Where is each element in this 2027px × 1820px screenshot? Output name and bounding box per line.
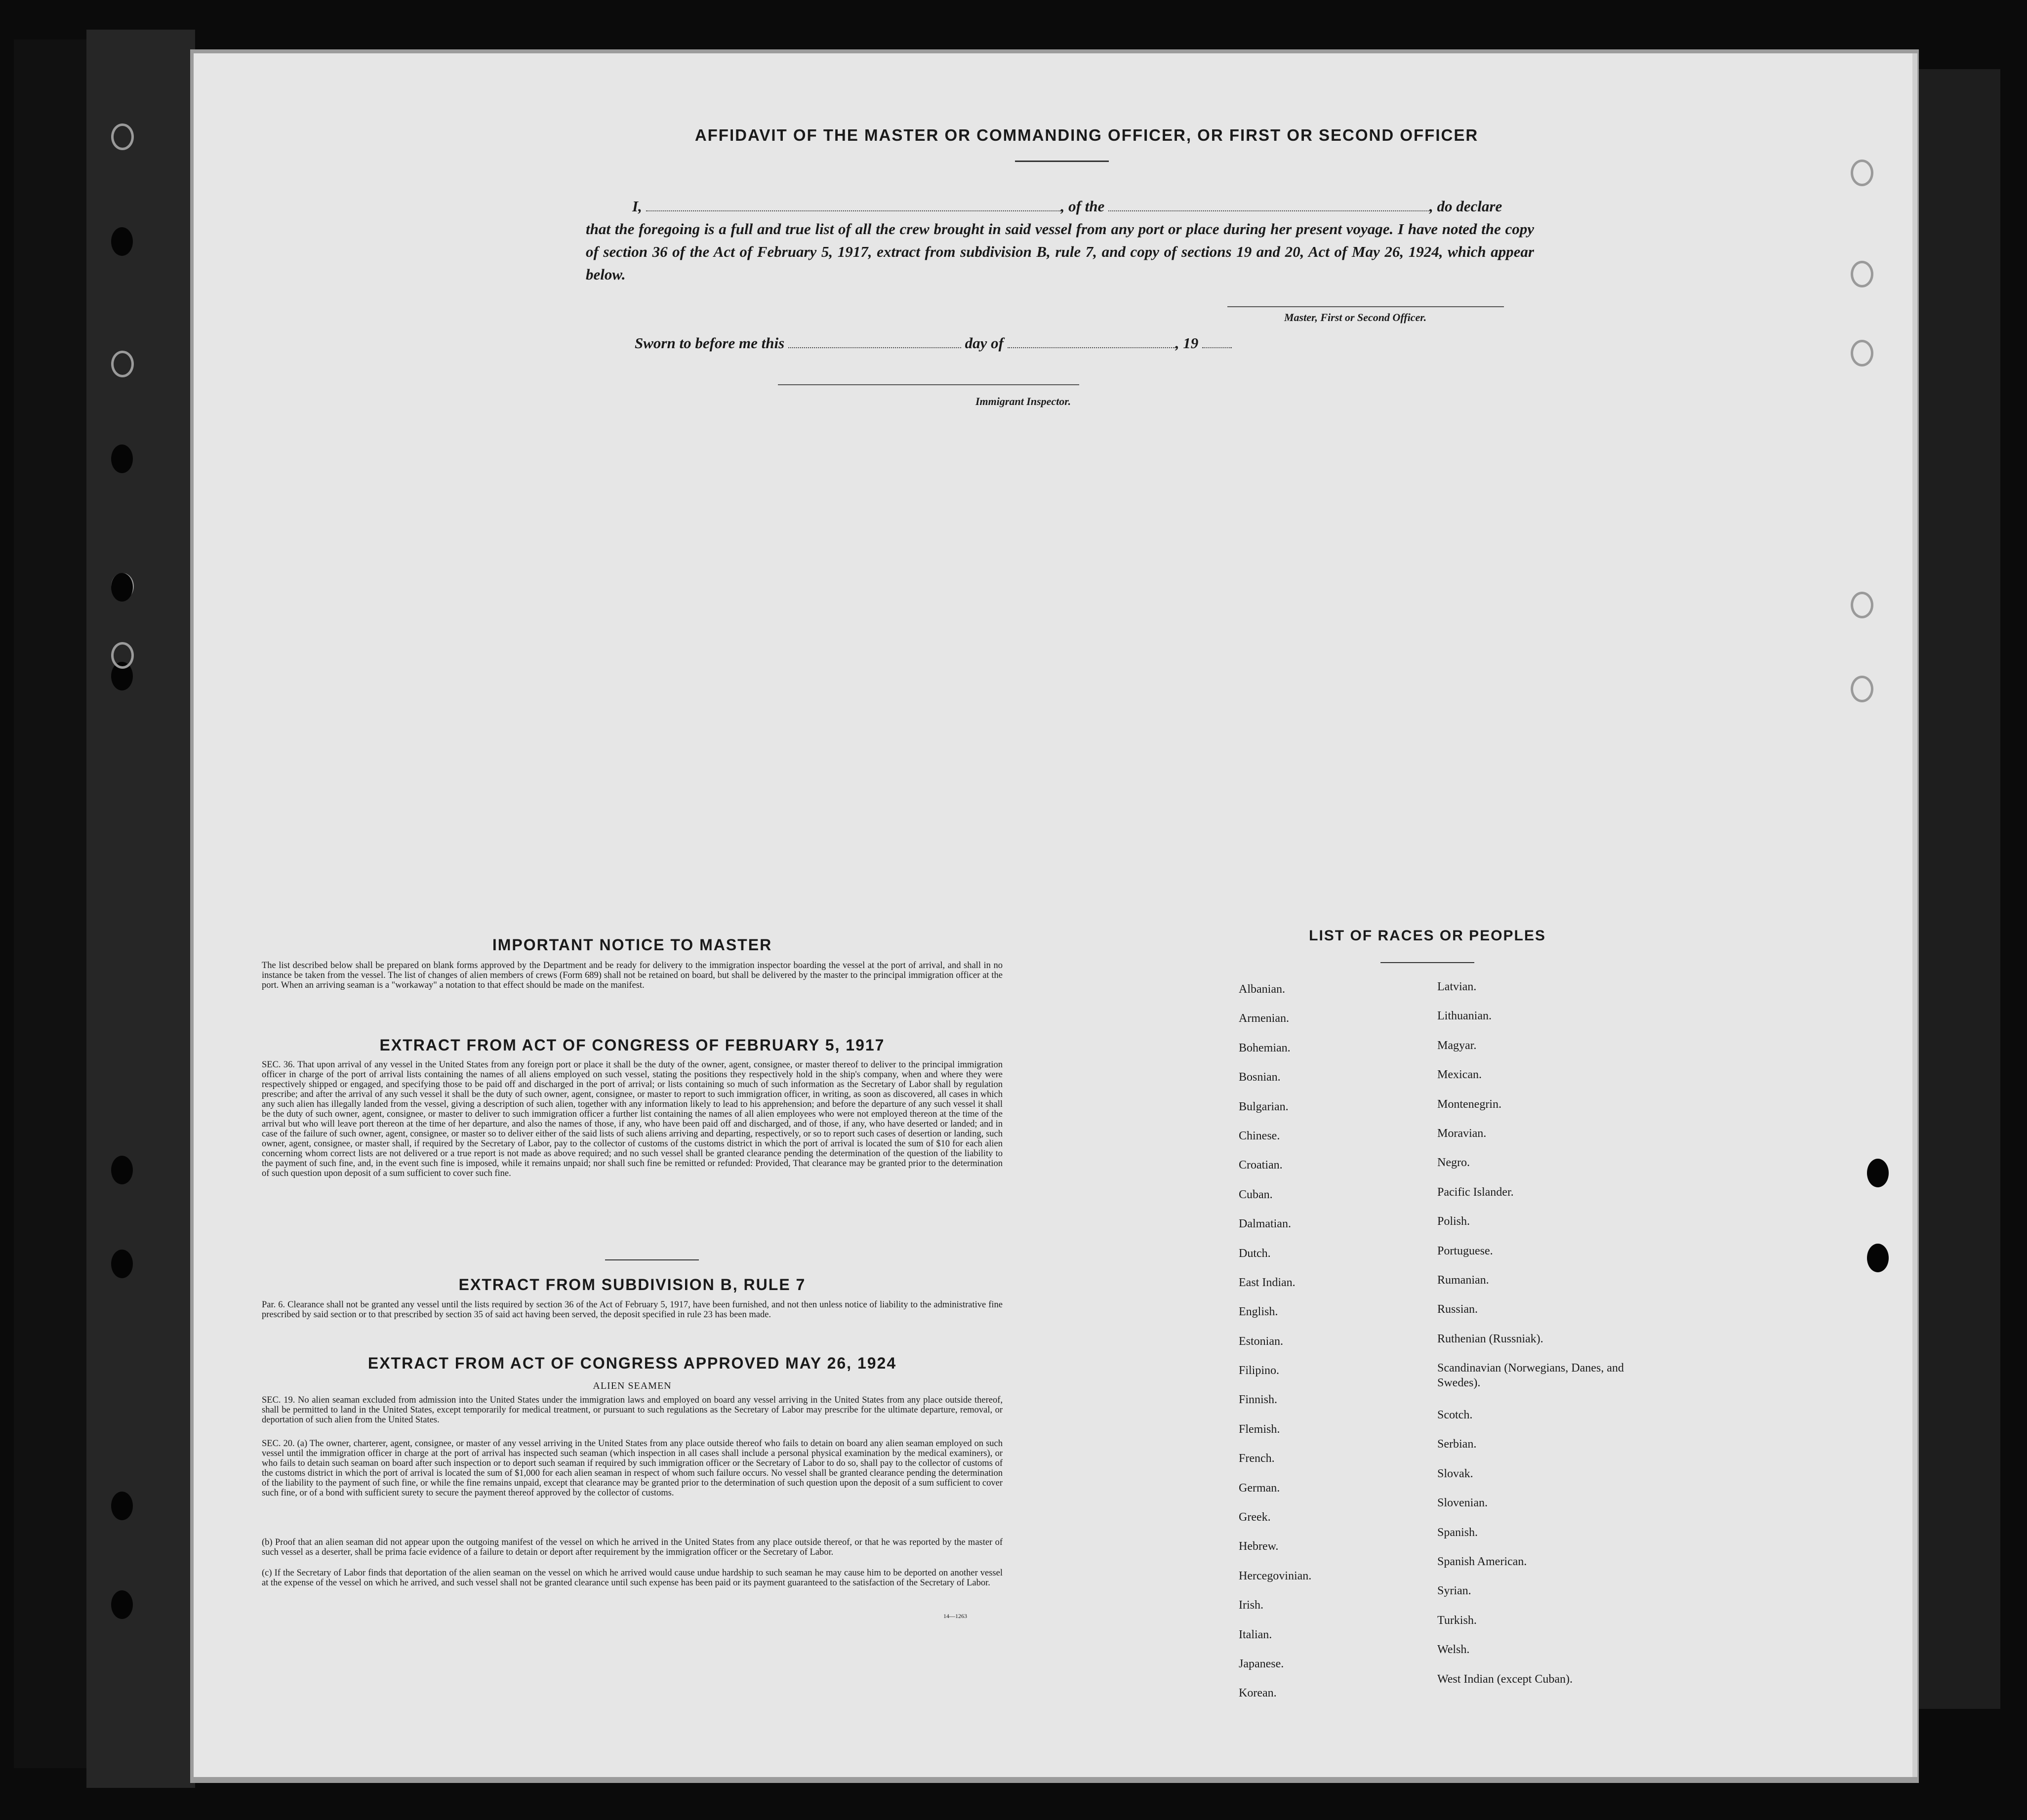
- binder-hole: [111, 1250, 133, 1278]
- binder-hole: [111, 227, 133, 256]
- punch-hole: [1851, 340, 1873, 366]
- title-rule: [1015, 161, 1109, 162]
- races-column-1: [1239, 982, 1311, 1715]
- sec19-text: SEC. 19. No alien seaman excluded from admission into the United States under the immigration laws and employed on board any vessel arriving in the United States from any place outside thereof, shall be permitted to land in the United States, except temporarily for medical treatment, or pursuant to such regulations as the Secretary of Labor may prescribe for the ultimate departure, removal, or deportation of such alien from the United States.: [262, 1395, 1003, 1425]
- binding-edge: [14, 40, 88, 1768]
- sworn-day-field[interactable]: [788, 332, 961, 348]
- sworn-month-field[interactable]: [1008, 332, 1176, 348]
- race-item: Polish.: [1437, 1215, 1470, 1228]
- race-item: Spanish American.: [1437, 1555, 1527, 1569]
- race-item: Flemish.: [1239, 1422, 1280, 1436]
- race-item: Turkish.: [1437, 1614, 1477, 1627]
- race-item: Scotch.: [1437, 1409, 1473, 1422]
- notice-title: IMPORTANT NOTICE TO MASTER: [492, 936, 772, 954]
- sec20a-text: SEC. 20. (a) The owner, charterer, agent, consignee, or master of any vessel arriving in the United States from any place outside thereof who fails to detain on board any alien seaman employed on such vessel until the immigration officer in charge at the port of arrival has inspected such seaman (which inspection in all cases shall include a personal physical examination by the medical examiners), or who fails to detain such seaman on board after such inspection or to deport such seaman if required by such immigration officer or the Secretary of Labor to do so, shall pay to the collector of customs of the customs district in which the port of arrival is located the sum of $1,000 for each alien seaman in respect of whom such failure occurs. No vessel shall be granted clearance pending the determination of the liability to the payment of such fine, or while the fine remains unpaid, except that clearance may be granted prior to the determination of such question upon the deposit of a sum sufficient to cover such fine, or of a bond with sufficient surety to secure the payment thereof approved by the collector of customs.: [262, 1439, 1003, 1498]
- race-item: Rumanian.: [1437, 1273, 1489, 1287]
- affidavit-body: that the foregoing is a full and true list of all the crew brought in said vessel from any port or place during her present voyage. I have noted the copy of section 36 of the Act of February 5, 1917, extract from subdivision B, rule 7, and copy of sections 19 and 20, Act of May 26, 1924, which appear below.: [586, 220, 1534, 283]
- section-rule: [605, 1259, 699, 1260]
- sec20b-text: (b) Proof that an alien seaman did not appear upon the outgoing manifest of the vessel on which he arrived in the United States from any place outside thereof, or that he was reported by the master of such vessel as a deserter, shall be prima facie evidence of a failure to detain or deport after requirement by the immigration officer or the Secretary of Labor.: [262, 1537, 1003, 1557]
- race-item: Russian.: [1437, 1303, 1478, 1316]
- underlying-page-right: [1906, 69, 2000, 1709]
- race-item: Hebrew.: [1239, 1540, 1279, 1553]
- race-item: Armenian.: [1239, 1012, 1289, 1025]
- punch-hole: [1867, 1159, 1889, 1187]
- form-number: 14—1263: [943, 1613, 967, 1619]
- do-declare-label: , do declare: [1429, 198, 1502, 215]
- affidavit-title: AFFIDAVIT OF THE MASTER OR COMMANDING OFFICER, OR FIRST OR SECOND OFFICER: [694, 126, 1479, 144]
- inspector-line[interactable]: [778, 384, 1079, 385]
- race-item: English.: [1239, 1305, 1278, 1319]
- race-item: Spanish.: [1437, 1526, 1478, 1539]
- name-field[interactable]: [646, 196, 1061, 211]
- race-item: Bosnian.: [1239, 1071, 1281, 1084]
- race-item: Negro.: [1437, 1156, 1470, 1170]
- race-item: Mexican.: [1437, 1068, 1482, 1082]
- punch-hole: [1851, 261, 1873, 287]
- race-item: Syrian.: [1437, 1584, 1471, 1598]
- sworn-day-label: day of: [965, 334, 1004, 352]
- race-item: Magyar.: [1437, 1039, 1477, 1052]
- sworn-prefix: Sworn to before me this: [635, 334, 785, 352]
- race-item: Slovenian.: [1437, 1496, 1488, 1510]
- race-item: Greek.: [1239, 1511, 1271, 1524]
- race-item: Chinese.: [1239, 1129, 1280, 1142]
- races-column-2: [1437, 979, 1645, 1701]
- binder-hole: [111, 1156, 133, 1184]
- extract-1917-text: SEC. 36. That upon arrival of any vessel in the United States from any foreign port or place it shall be the duty of the owner, agent, consignee, or master thereof to deliver to the principal immigration officer in charge of the port of arrival lists containing the names of all aliens employed on such vessel, stating the positions they respectively hold in the ship's company, when and where they were respectively shipped or engaged, and specifying those to be paid off and discharged in the port of arrival; or lists containing so much of such information as the Secretary of Labor shall by regulation prescribe; and after the arrival of any such vessel it shall be the duty of such owner, agent, consignee, or master to report to such immigration officer, in writing, as soon as discovered, all cases in which any such alien has illegally landed from the vessel, giving a description of such alien, together with any information likely to lead to his apprehension; and before the departure of any such vessel it shall be the duty of such owner, agent, consignee, or master to deliver to such immigration officer a further list containing the names of all alien employees who were not employed thereon at the time of the arrival but who will leave port thereon at the time of her departure, and also the names of those, if any, who have been paid off and discharged, and of those, if any, who have deserted or landed; and in case of the failure of such owner, agent, consignee, or master so to deliver either of the said lists of such aliens arriving and departing, respectively, or so to report such cases of desertion or landing, such owner, agent, consignee, or master shall, if required by the Secretary of Labor, pay to the collector of customs of the customs district in which the port of arrival is located the sum of $10 for each alien concerning whom correct lists are not delivered or a true report is not made as above required; and no such vessel shall be granted clearance pending the determination of the question of the liability to the payment of such fine, and, in the event such fine is imposed, while it remains unpaid; nor shall such fine be remitted or refunded: Provided, That clearance may be granted prior to the determination of such question upon deposit of a sum sufficient to cover such fine.: [262, 1060, 1003, 1178]
- race-item: Lithuanian.: [1437, 1010, 1492, 1023]
- race-item: Finnish.: [1239, 1393, 1278, 1407]
- race-item: Japanese.: [1239, 1657, 1284, 1670]
- race-item: Italian.: [1239, 1628, 1272, 1641]
- extract-rule7-title: EXTRACT FROM SUBDIVISION B, RULE 7: [458, 1276, 806, 1294]
- extract-rule7-text: Par. 6. Clearance shall not be granted any vessel until the lists required by section 36 of the Act of February 5, 1917, have been furnished, and not then unless notice of liability to the administrative fine prescribed by said section or to that prescribed by section 35 of said act having been served, the deposit specified in rule 23 has been made.: [262, 1300, 1003, 1320]
- of-the-label: , of the: [1060, 198, 1105, 215]
- race-item: Moravian.: [1437, 1127, 1487, 1140]
- race-item: Serbian.: [1437, 1438, 1477, 1451]
- race-item: Bohemian.: [1239, 1041, 1291, 1054]
- race-item: Latvian.: [1437, 980, 1477, 993]
- race-item: Portuguese.: [1437, 1244, 1493, 1257]
- race-item: East Indian.: [1239, 1276, 1296, 1289]
- races-title: LIST OF RACES OR PEOPLES: [1309, 928, 1546, 944]
- declaration-line: [632, 195, 1541, 218]
- inspector-caption: Immigrant Inspector.: [975, 395, 1071, 407]
- signature-caption: Master, First or Second Officer.: [1284, 311, 1427, 324]
- race-item: Filipino.: [1239, 1364, 1280, 1377]
- punch-hole: [1851, 592, 1873, 618]
- race-item: Hercegovinian.: [1239, 1569, 1312, 1582]
- race-item: Estonian.: [1239, 1335, 1283, 1348]
- vessel-field[interactable]: [1108, 196, 1429, 211]
- binder-hole: [111, 1590, 133, 1619]
- race-item: Pacific Islander.: [1437, 1185, 1514, 1199]
- race-item: Korean.: [1239, 1687, 1277, 1700]
- races-rule: [1380, 962, 1474, 963]
- race-item: Dutch.: [1239, 1247, 1271, 1260]
- underlying-page-left: [86, 30, 195, 1788]
- binder-hole: [111, 123, 134, 150]
- alien-seamen-subtitle: ALIEN SEAMEN: [593, 1380, 672, 1391]
- punch-hole: [1851, 676, 1873, 702]
- race-item: Dalmatian.: [1239, 1217, 1291, 1231]
- race-item: Bulgarian.: [1239, 1100, 1289, 1113]
- race-item: Welsh.: [1437, 1643, 1470, 1657]
- signature-line[interactable]: [1227, 306, 1504, 307]
- binder-hole: [111, 1492, 133, 1520]
- sworn-year-field[interactable]: [1202, 332, 1232, 348]
- race-item: German.: [1239, 1481, 1280, 1495]
- i-label: I,: [632, 198, 642, 215]
- sec20c-text: (c) If the Secretary of Labor finds that deportation of the alien seaman on the vessel on which he arrived would cause undue hardship to such seaman he may cause him to be deported on another vessel at the expense of the vessel on which he arrived, and such vessel shall not be granted clearance until such expense has been paid or its payment guaranteed to the satisfaction of the Secretary of Labor.: [262, 1568, 1003, 1588]
- race-item: Cuban.: [1239, 1188, 1273, 1201]
- extract-1917-title: EXTRACT FROM ACT OF CONGRESS OF FEBRUARY 5, 1917: [379, 1036, 885, 1054]
- binder-hole: [111, 642, 134, 669]
- sworn-year-label: , 19: [1175, 334, 1199, 352]
- sworn-line: [635, 332, 1326, 355]
- race-item: West Indian (except Cuban).: [1437, 1672, 1573, 1686]
- race-item: Croatian.: [1239, 1159, 1283, 1172]
- race-item: Albanian.: [1239, 983, 1285, 996]
- race-item: Slovak.: [1437, 1467, 1473, 1480]
- extract-1924-title: EXTRACT FROM ACT OF CONGRESS APPROVED MAY 26, 1924: [367, 1354, 897, 1372]
- race-item: Scandinavian (Norwegians, Danes, and Swedes).: [1437, 1362, 1624, 1390]
- notice-text: The list described below shall be prepared on blank forms approved by the Department and be ready for delivery to the immigration inspector boarding the vessel at the port of arrival, and shall in no instance be taken from the vessel. The list of changes of alien members of crews (Form 689) shall not be retained on board, but shall be delivered by the master to the principal immigration officer at the port. When an arriving seaman is a "workaway" a notation to that effect should be made on the manifest.: [262, 961, 1003, 990]
- race-item: Ruthenian (Russniak).: [1437, 1332, 1543, 1345]
- punch-hole: [1867, 1244, 1889, 1272]
- binder-hole: [111, 445, 133, 473]
- race-item: Irish.: [1239, 1599, 1263, 1612]
- binder-hole: [111, 351, 134, 377]
- race-item: French.: [1239, 1452, 1275, 1465]
- binder-hole: [111, 573, 133, 602]
- race-item: Montenegrin.: [1437, 1097, 1501, 1111]
- form-page: [194, 53, 1917, 1777]
- punch-hole: [1851, 160, 1873, 186]
